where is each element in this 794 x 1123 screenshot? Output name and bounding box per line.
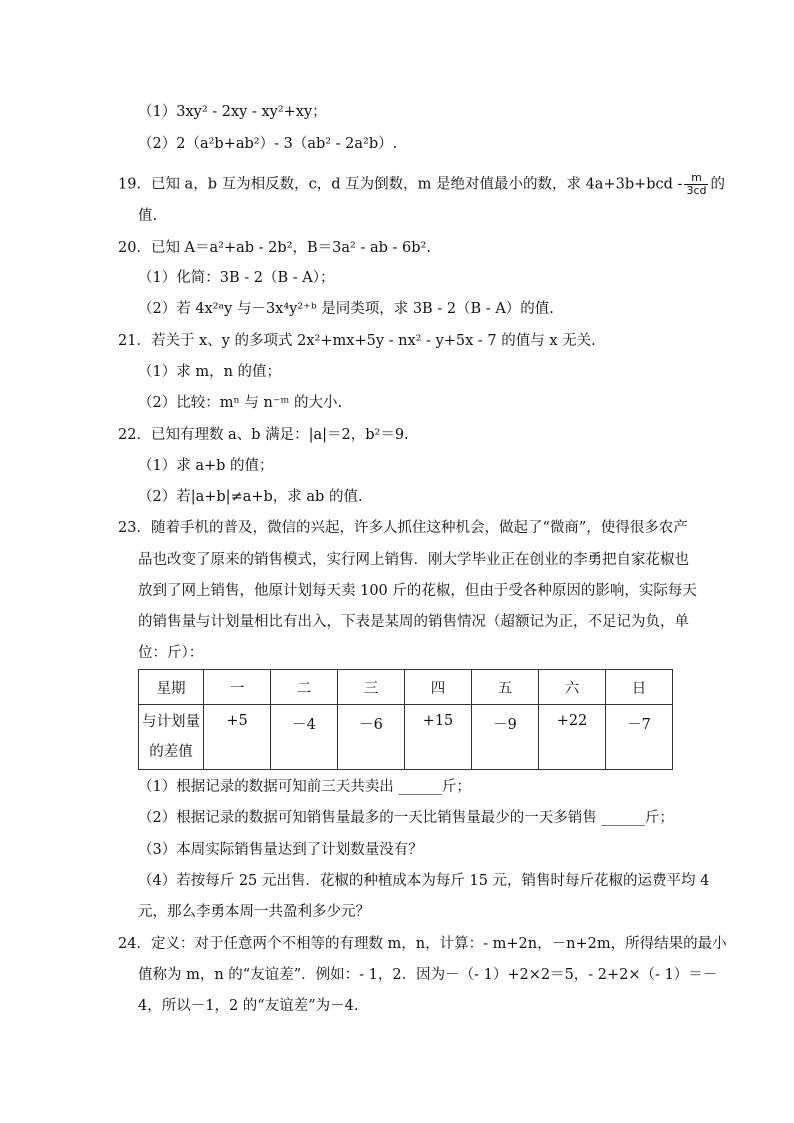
table-day: 二 (271, 670, 338, 705)
sales-table (138, 669, 673, 770)
table-cell: +5 (204, 705, 271, 770)
line-24: 24．定义：对于任意两个不相等的有理数 m，n，计算：- m+2n，－n+2m，所得结果的最小 (118, 936, 727, 952)
row-label-line-1: 与计划量 (142, 714, 200, 730)
line-4: 值. (138, 208, 158, 224)
line-15: 品也改变了原来的销售模式，实行网上销售．刚大学毕业正在创业的李勇把自家花椒也 (138, 552, 689, 568)
table-day: 六 (539, 670, 606, 705)
table-row-label (139, 705, 204, 770)
q19-text: 19．已知 a，b 互为相反数，c，d 互为倒数，m 是绝对值最小的数，求 4a+3b+bcd - (118, 176, 683, 193)
line-7: （2）若 4x²ᵃy 与－3x⁴y²⁺ᵇ 是同类项，求 3B - 2（B - A）的值. (138, 301, 554, 317)
line-16: 放到了网上销售，他原计划每天卖 100 斤的花椒，但由于受各种原因的影响，实际每天 (138, 583, 697, 599)
line-13: （2）若|a+b|≠a+b，求 ab 的值. (138, 489, 363, 505)
table-cell: －6 (338, 705, 405, 770)
line-11: 22．已知有理数 a、b 满足：|a|＝2，b²＝9. (118, 427, 409, 443)
table-day: 四 (405, 670, 472, 705)
table-row-header (139, 670, 673, 705)
line-19-question (118, 172, 725, 197)
line-14: 23．随着手机的普及，微信的兴起，许多人抓住这种机会，做起了“微商”，使得很多农产 (118, 520, 688, 536)
line-18: 位：斤）： (138, 645, 204, 661)
table-cell: －7 (606, 705, 673, 770)
line-2: （2）2（a²b+ab²）- 3（ab² - 2a²b）. (138, 136, 398, 152)
line-25: 值称为 m，n 的“友谊差”．例如：- 1，2．因为－（- 1）+2×2＝5，- 2+2×（- 1）＝－ (138, 967, 718, 983)
line-8: 21．若关于 x、y 的多项式 2x²+mx+5y - nx² - y+5x - 7 的值与 x 无关. (118, 333, 596, 349)
line-23: 元，那么李勇本周一共盈利多少元？ (138, 904, 370, 920)
table-day: 五 (472, 670, 539, 705)
row-label-line-2: 的差值 (149, 744, 193, 760)
table-day: 三 (338, 670, 405, 705)
line-22: （4）若按每斤 25 元出售．花椒的种植成本为每斤 15 元，销售时每斤花椒的运费平均 4 (138, 873, 710, 889)
line-1: （1）3xy² - 2xy - xy²+xy； (138, 104, 327, 120)
table-cell: －9 (472, 705, 539, 770)
line-21: （3）本周实际销售量达到了计划数量没有？ (138, 842, 423, 858)
table-day: 日 (606, 670, 673, 705)
line-6: （1）化简：3B - 2（B - A）； (138, 270, 335, 286)
q19-tail: 的 (710, 176, 725, 193)
line-9: （1）求 m，n 的值； (138, 364, 282, 380)
line-12: （1）求 a+b 的值； (138, 458, 274, 474)
line-20: （2）根据记录的数据可知销售量最多的一天比销售量最少的一天多销售 ______斤； (138, 810, 674, 826)
fraction (684, 172, 708, 197)
table-cell: －4 (271, 705, 338, 770)
fraction-denominator: 3cd (686, 184, 707, 197)
line-5: 20．已知 A＝a²+ab - 2b²，B＝3a² - ab - 6b². (118, 240, 431, 256)
fraction-numerator: m (684, 172, 708, 185)
table-row-values (139, 705, 673, 770)
table-day: 一 (204, 670, 271, 705)
line-19: （1）根据记录的数据可知前三天共卖出 ______斤； (138, 779, 471, 795)
table-cell: +15 (405, 705, 472, 770)
line-26: 4，所以－1，2 的“友谊差”为－4. (138, 998, 359, 1014)
table-cell: +22 (539, 705, 606, 770)
table-header-label: 星期 (139, 670, 204, 705)
line-17: 的销售量与计划量相比有出入，下表是某周的销售情况（超额记为正，不足记为负，单 (138, 614, 689, 630)
line-10: （2）比较：mⁿ 与 n⁻ᵐ 的大小. (138, 395, 343, 411)
